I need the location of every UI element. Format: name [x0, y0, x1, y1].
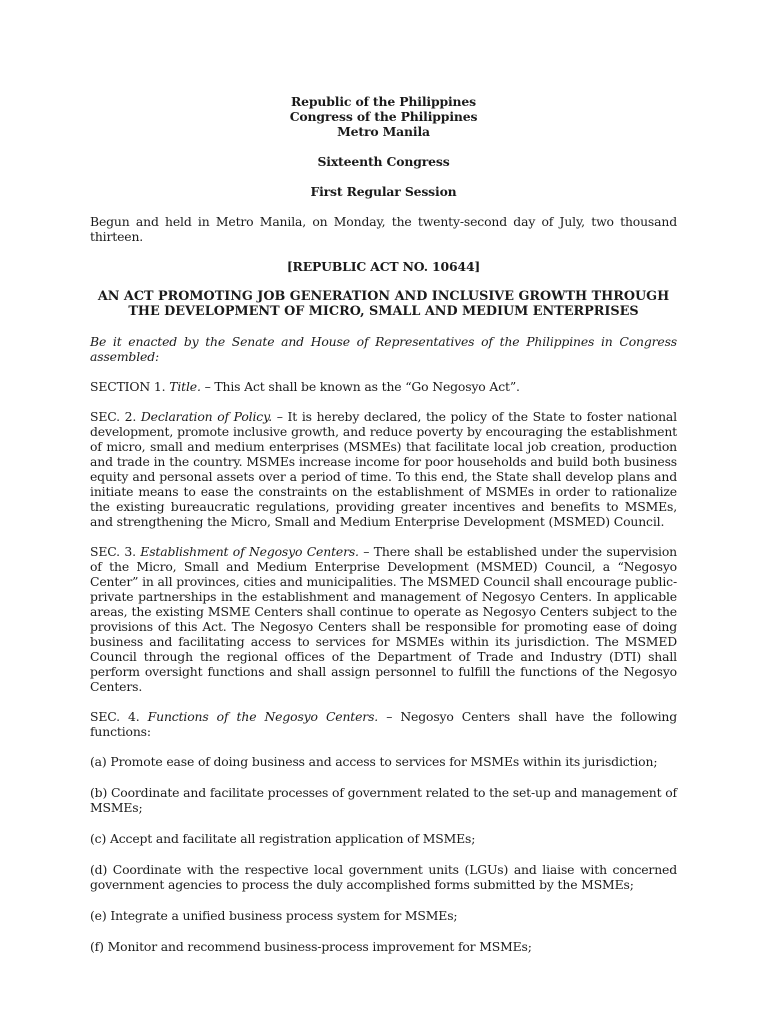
section-3-body: – There shall be established under the supervision of the Micro, Small and Medium Enterprise Development (MSMED) Council, a “Negosyo Center” in all provinces, cities and municipalities. The MSMED Council shall encourage public-private partnerships in the establishment and management of Negosyo Centers. In applicable areas, the existing MSME Centers shall continue to operate as Negosyo Centers subject to the provisions of this Act. The Negosyo Centers shall be responsible for promoting ease of doing business and facilitating access to services for MSMEs within its jurisdiction. The MSMED Council through the regional offices of the Department of Trade and Industry (DTI) shall perform oversight functions and shall assign personnel to fulfill the functions of the Negosyo Centers. — [90, 544, 677, 694]
section-3 — [90, 544, 677, 694]
section-4-prefix: SEC. 4. — [90, 709, 148, 724]
section-2-title: Declaration of Policy. — [140, 409, 273, 424]
section-1-title: Title. — [169, 379, 201, 394]
section-2-prefix: SEC. 2. — [90, 409, 141, 424]
document-page — [90, 94, 677, 970]
section-4-body: – Negosyo Centers shall have the following functions: — [90, 709, 678, 739]
congress-number: Sixteenth Congress — [317, 154, 450, 169]
enacting-clause: Be it enacted by the Senate and House of Representatives of the Philippines in Congress assembled: — [90, 334, 677, 364]
function-item-c: (c) Accept and facilitate all registration application of MSMEs; — [90, 831, 476, 846]
section-3-title: Establishment of Negosyo Centers. — [140, 544, 359, 559]
begun-statement: Begun and held in Metro Manila, on Monday, the twenty-second day of July, two thousand thirteen. — [90, 214, 677, 244]
section-2-body: – It is hereby declared, the policy of the State to foster national development, promote inclusive growth, and reduce poverty by encouraging the establishment of micro, small and medium enterprises (MSMEs) that facilitate local job creation, production and trade in the country. MSMEs increase income for poor households and build both business equity and personal assets over a period of time. To this end, the State shall develop plans and initiate means to ease the constraints on the establishment of MSMEs in order to rationalize the existing bureaucratic regulations, providing greater incentives and benefits to MSMEs, and strengthening the Micro, Small and Medium Enterprise Development (MSMED) Council. — [90, 409, 677, 529]
function-item-f: (f) Monitor and recommend business-process improvement for MSMEs; — [90, 939, 532, 954]
function-item-e: (e) Integrate a unified business process system for MSMEs; — [90, 908, 458, 923]
function-item-b: (b) Coordinate and facilitate processes of government related to the set-up and management of MSMEs; — [90, 785, 677, 815]
section-2 — [90, 409, 677, 529]
section-1-prefix: SECTION 1. — [90, 379, 170, 394]
document-header — [90, 94, 677, 139]
session-label: First Regular Session — [310, 184, 457, 199]
function-item-d: (d) Coordinate with the respective local government units (LGUs) and liaise with concerned government agencies to process the duly accomplished forms submitted by the MSMEs; — [90, 862, 677, 892]
function-item-a: (a) Promote ease of doing business and access to services for MSMEs within its jurisdiction; — [90, 754, 658, 769]
section-4 — [90, 709, 677, 739]
header-location: Metro Manila — [337, 124, 430, 139]
header-republic: Republic of the Philippines — [291, 94, 476, 109]
act-number: [REPUBLIC ACT NO. 10644] — [286, 259, 481, 274]
section-3-prefix: SEC. 3. — [90, 544, 141, 559]
act-title: AN ACT PROMOTING JOB GENERATION AND INCLUSIVE GROWTH THROUGH THE DEVELOPMENT OF MICRO, SMALL AND MEDIUM ENTERPRISES — [97, 289, 670, 319]
section-1-body: – This Act shall be known as the “Go Negosyo Act”. — [200, 379, 520, 394]
header-congress: Congress of the Philippines — [289, 109, 478, 124]
section-4-title: Functions of the Negosyo Centers. — [147, 709, 379, 724]
section-1 — [90, 379, 677, 394]
